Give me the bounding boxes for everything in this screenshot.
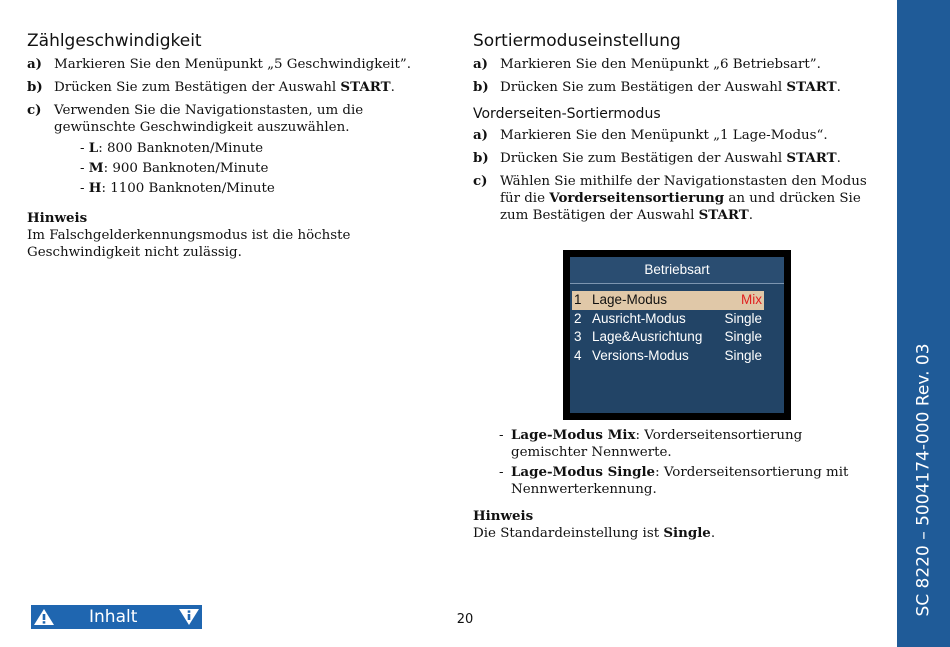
triangle-down-icon bbox=[178, 608, 200, 626]
menu-row-number: 4 bbox=[574, 347, 582, 363]
step-a bbox=[473, 56, 888, 73]
menu-row-value: Mix bbox=[741, 292, 762, 307]
menu-row-ausricht-modus bbox=[572, 310, 764, 329]
right-column bbox=[473, 30, 888, 230]
left-column bbox=[27, 30, 427, 261]
step-marker: b) bbox=[27, 79, 43, 95]
document-id-label: SC 8220 – 5004174-000 Rev. 03 bbox=[913, 343, 934, 617]
menu-row-number: 3 bbox=[574, 329, 582, 344]
sub-step-c bbox=[473, 173, 888, 224]
step-text: Markieren Sie den Menüpunkt „6 Betriebsart”. bbox=[500, 57, 821, 72]
contents-nav-bar bbox=[31, 605, 202, 629]
sub-step-b bbox=[473, 150, 888, 167]
menu-row-value: Single bbox=[724, 310, 762, 326]
menu-row-lage-modus bbox=[572, 291, 764, 310]
speed-item: - M: 900 Banknoten/Minute bbox=[80, 160, 269, 176]
note-heading: Hinweis bbox=[473, 508, 534, 524]
menu-row-value: Single bbox=[724, 329, 762, 344]
step-marker: c) bbox=[27, 102, 42, 118]
nav-up-button[interactable] bbox=[31, 605, 57, 629]
note-heading: Hinweis bbox=[27, 210, 88, 226]
step-text: Markieren Sie den Menüpunkt „1 Lage-Modus“. bbox=[500, 128, 828, 143]
step-marker: b) bbox=[473, 150, 489, 166]
contents-link[interactable]: Inhalt bbox=[89, 606, 138, 627]
menu-row-versions-modus bbox=[572, 347, 764, 366]
screen-menu bbox=[572, 291, 764, 365]
triangle-up-icon bbox=[33, 608, 55, 626]
step-text: Drücken Sie zum Bestätigen der Auswahl START. bbox=[500, 79, 841, 95]
step-c bbox=[27, 102, 427, 200]
step-marker: c) bbox=[473, 173, 488, 189]
step-marker: b) bbox=[473, 79, 489, 95]
note-block bbox=[27, 210, 427, 261]
menu-row-value: Single bbox=[724, 347, 762, 363]
speed-list bbox=[80, 140, 427, 197]
note-text: Die Standardeinstellung ist Single. bbox=[473, 525, 716, 541]
mode-descriptions bbox=[499, 427, 859, 501]
menu-row-label: Versions-Modus bbox=[592, 347, 689, 363]
step-b bbox=[27, 79, 427, 96]
speed-item: - H: 1100 Banknoten/Minute bbox=[80, 180, 275, 196]
step-marker: a) bbox=[27, 56, 43, 72]
step-text: Drücken Sie zum Bestätigen der Auswahl START. bbox=[54, 79, 395, 95]
step-a bbox=[27, 56, 427, 73]
menu-row-label: Lage-Modus bbox=[592, 292, 668, 307]
speed-item: - L: 800 Banknoten/Minute bbox=[80, 140, 264, 156]
subsection-title: Vorderseiten-Sortiermodus bbox=[473, 106, 661, 122]
mode-item-mix: - Lage-Modus Mix: Vorderseitensortierung gemischter Nennwerte. bbox=[499, 427, 803, 460]
screen-display bbox=[570, 257, 784, 413]
menu-row-number: 1 bbox=[574, 292, 582, 307]
screen-title: Betriebsart bbox=[570, 257, 784, 284]
step-text: Wählen Sie mithilfe der Navigationstasten den Modus für die Vorderseitensortierung an und drücken Sie zum Bestätigen der Auswahl START. bbox=[500, 174, 867, 223]
page-number: 20 bbox=[456, 612, 474, 627]
nav-down-button[interactable] bbox=[176, 605, 202, 629]
note-text: Im Falschgelderkennungsmodus ist die höchste Geschwindigkeit nicht zulässig. bbox=[27, 228, 351, 260]
section-title-sort-mode: Sortiermoduseinstellung bbox=[473, 31, 681, 51]
step-b bbox=[473, 79, 888, 96]
step-text: Drücken Sie zum Bestätigen der Auswahl START. bbox=[500, 150, 841, 166]
menu-row-label: Lage&Ausrichtung bbox=[592, 329, 703, 344]
section-title-counting-speed: Zählgeschwindigkeit bbox=[27, 31, 202, 51]
sub-step-a bbox=[473, 127, 888, 144]
step-marker: a) bbox=[473, 56, 489, 72]
step-text: Markieren Sie den Menüpunkt „5 Geschwindigkeit”. bbox=[54, 57, 412, 72]
step-marker: a) bbox=[473, 127, 489, 143]
menu-row-label: Ausricht-Modus bbox=[592, 310, 686, 326]
device-screen bbox=[563, 250, 791, 420]
document-sidebar bbox=[897, 0, 950, 647]
menu-row-lage-ausrichtung bbox=[572, 328, 764, 347]
mode-item-single: - Lage-Modus Single: Vorderseitensortierung mit Nennwerterkennung. bbox=[499, 464, 849, 497]
step-text: Verwenden Sie die Navigationstasten, um die gewünschte Geschwindigkeit auszuwählen. - L: 800 Banknoten/Minute - M: 900 Banknoten/Minute - H: 1100 Banknoten/Minute bbox=[54, 102, 427, 200]
note-block-right bbox=[473, 508, 873, 542]
menu-row-number: 2 bbox=[574, 310, 582, 326]
